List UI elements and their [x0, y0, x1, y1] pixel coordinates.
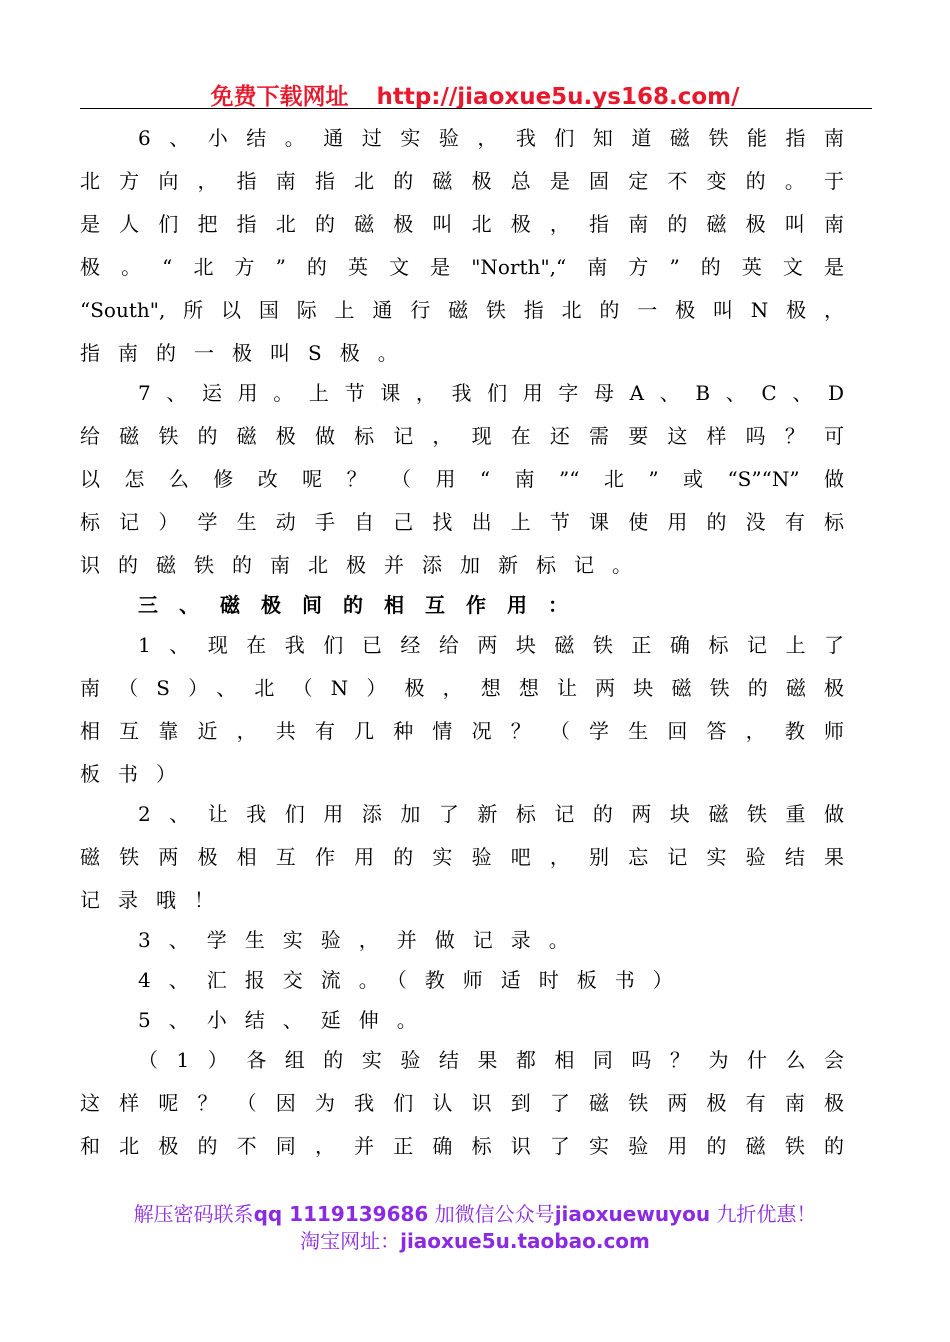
- text-line: 3、学生实验，并做记录。: [138, 928, 587, 952]
- text-line: 5、小结、延伸。: [138, 1008, 435, 1032]
- wechat-prefix: 加微信公众号: [434, 1202, 555, 1226]
- text-line: 南（S）、北（N）极，想想让两块磁铁的磁极: [80, 676, 844, 700]
- text-line: 和北极的不同，并正确标识了实验用的磁铁的: [80, 1134, 844, 1158]
- text-line: 给磁铁的磁极做标记，现在还需要这样吗？可: [80, 424, 844, 448]
- text-line: （1）各组的实验结果都相同吗？为什么会: [138, 1048, 844, 1072]
- download-url-link[interactable]: http://jiaoxue5u.ys168.com/: [376, 84, 740, 110]
- text-line: “South",所以国际上通行磁铁指北的一极叫N极，: [80, 298, 844, 322]
- text-line: 磁铁两极相互作用的实验吧，别忘记实验结果: [80, 845, 844, 869]
- text-line: 2、让我们用添加了新标记的两块磁铁重做: [138, 802, 844, 826]
- text-line: 这样呢？（因为我们认识到了磁铁两极有南极: [80, 1091, 844, 1115]
- qq-number: qq 1119139686: [253, 1202, 429, 1226]
- text-line: 6、小结。通过实验，我们知道磁铁能指南: [138, 126, 844, 150]
- text-line: 1、现在我们已经给两块磁铁正确标记上了: [138, 633, 844, 657]
- text-line: 以怎么修改呢？（用“南”“北”或“S”“N”做: [80, 467, 844, 491]
- section-heading: 三、磁极间的相互作用：: [138, 593, 589, 617]
- discount-note: 九折优惠！: [716, 1202, 817, 1226]
- contact-prefix: 解压密码联系: [133, 1202, 254, 1226]
- password-contact-note: [0, 1198, 950, 1227]
- taobao-note: [0, 1225, 950, 1254]
- header-divider: [80, 108, 872, 109]
- text-line: 标记）学生动手自己找出上节课使用的没有标: [80, 510, 844, 534]
- text-line: 识的磁铁的南北极并添加新标记。: [80, 553, 650, 577]
- text-line: 7、运用。上节课，我们用字母A、B、C、D: [138, 381, 844, 405]
- text-line: 指南的一极叫S极。: [80, 341, 416, 365]
- text-line: 记录哦！: [80, 888, 232, 912]
- text-line: 北方向，指南指北的磁极总是固定不变的。于: [80, 169, 844, 193]
- text-line: 4、汇报交流。（教师适时板书）: [138, 968, 691, 992]
- wechat-account: jiaoxuewuyou: [554, 1202, 711, 1226]
- text-line: 板书）: [80, 762, 194, 786]
- text-line: 是人们把指北的磁极叫北极，指南的磁极叫南: [80, 212, 844, 236]
- text-line: 极。“北方”的英文是"North",“南方”的英文是: [80, 255, 844, 279]
- taobao-url-link[interactable]: jiaoxue5u.taobao.com: [400, 1229, 650, 1253]
- taobao-label: 淘宝网址：: [300, 1229, 401, 1253]
- text-line: 相互靠近，共有几种情况？（学生回答，教师: [80, 719, 844, 743]
- download-banner: [0, 78, 950, 111]
- download-label: 免费下载网址: [210, 84, 349, 110]
